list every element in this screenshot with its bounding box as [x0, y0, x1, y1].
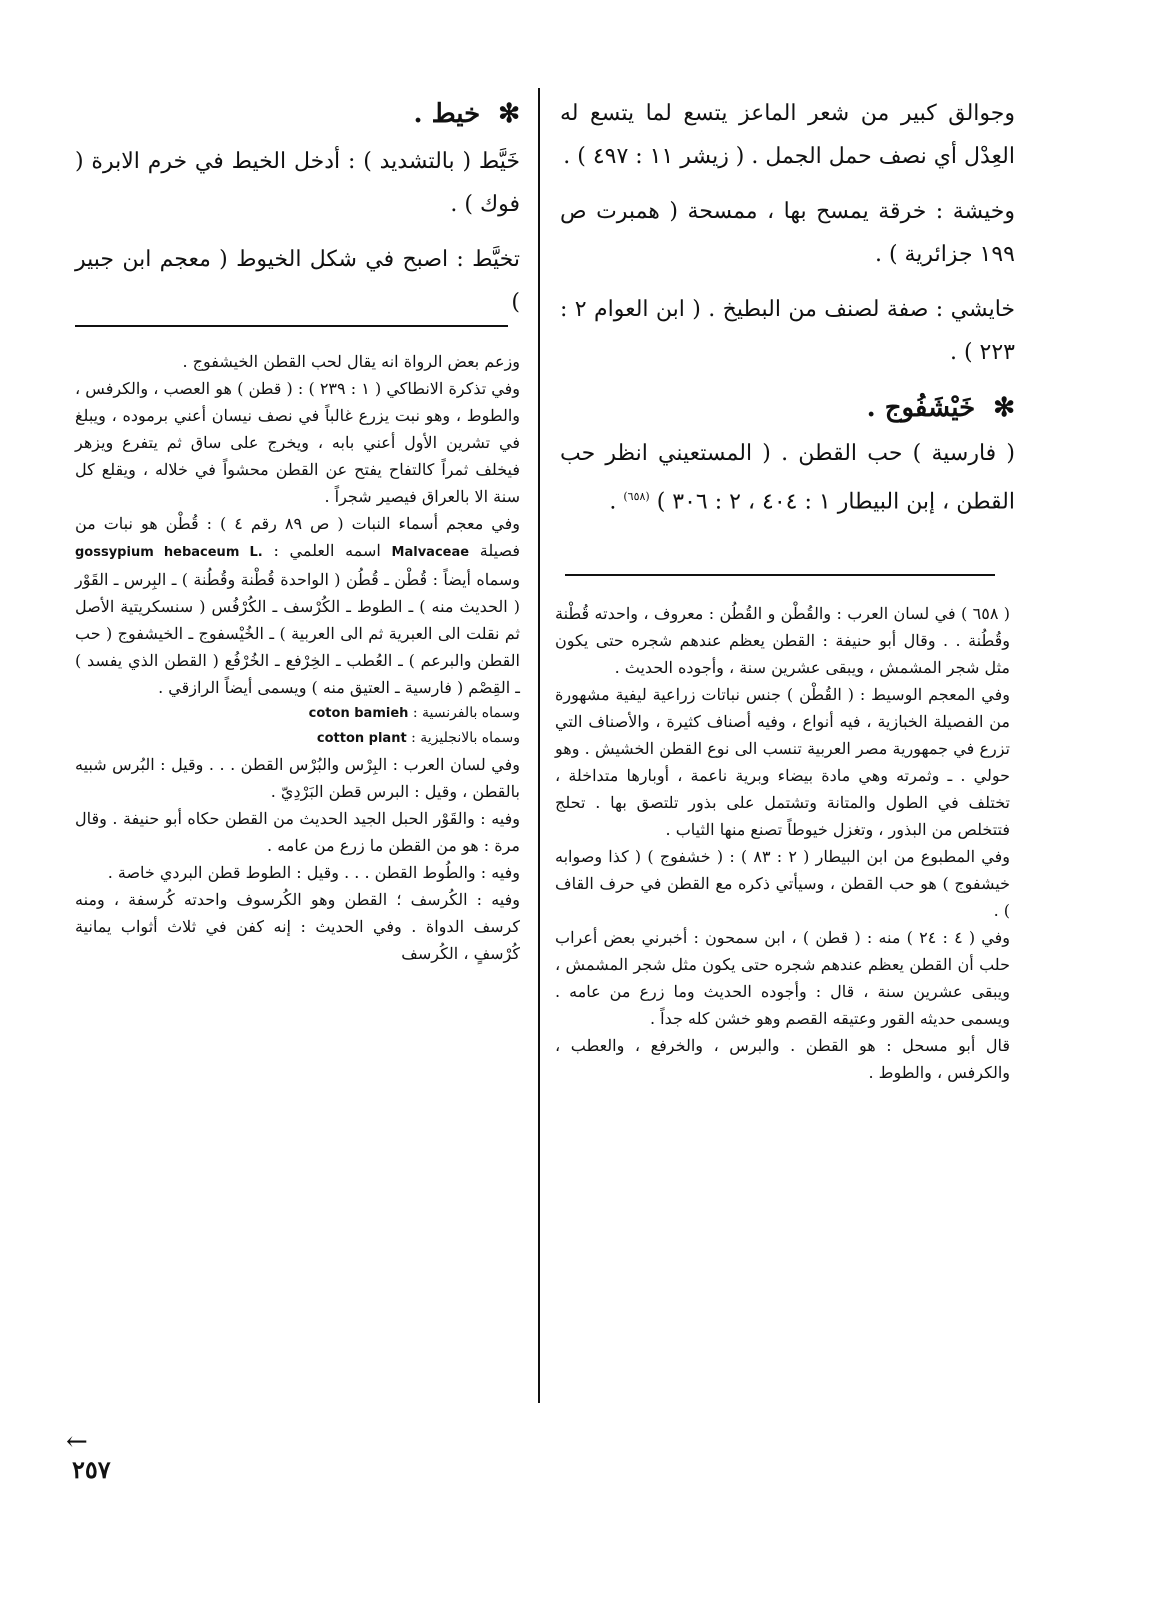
entry-title: خَيْشَفُوج . [866, 393, 976, 423]
right-column [560, 92, 1015, 535]
asma-intro: وفي معجم أسماء النبات ( ص ٨٩ رقم ٤ ) : قُطْن هو نبات من فصيلة [75, 514, 520, 560]
left-lisan-3: وفيه : والطُوط القطن . . . وقيل : الطوط قطن البردي خاصة . [107, 863, 520, 882]
entry-title: خيط . [413, 99, 481, 129]
left-lisan-2: وفيه : والقَوْر الحبل الجيد الحديث من القطن حكاه أبو حنيفة . وقال مرة : هو من القطن ما زرع من عامه . [75, 809, 520, 855]
right-paragraph-1: وجوالق كبير من شعر الماعز يتسع لما يتسع له العِدْل أي نصف حمل الجمل . ( زيشر ١١ : ٤٩٧ ) . [560, 101, 1015, 169]
column-divider [538, 88, 540, 1403]
left-footnote-rule [75, 325, 508, 327]
right-footnotes [555, 600, 1010, 1086]
asma-rest: وسماه أيضاً : قُطْن ـ قُطُن ( الواحدة قُطْنة وقُطُنة ) ـ البِرس ـ القَوْر ( الحديث منه ) ـ الطوط ـ الكُرْسف ـ الكُرْفُس ( سنسكريتية الأصل ثم نقلت الى العبرية ثم الى العربية ) ـ الخُيْسفوج ـ الخيشفوج ( حب القطن والبرعم ) ـ العُطب ـ الخِرْفع ـ الخُرْفُع ( القطن الذي يفسد ) ـ القِصْم ( فارسية ـ العتيق منه ) ويسمى أيضاً الرازقي . [75, 570, 520, 697]
left-footnote-asma [75, 510, 520, 701]
footnote-ref: (٦٥٨) [623, 490, 650, 503]
asma-family-latin: Malvaceae [391, 545, 470, 560]
left-footnote-english [75, 726, 520, 751]
left-footnotes [75, 348, 520, 967]
right-footnote-5: قال أبو مسحل : هو القطن . والبرس ، والخرفع ، والعطب ، والكرفس ، والطوط . [555, 1036, 1010, 1082]
right-footnote-3: وفي المطبوع من ابن البيطار ( ٢ : ٨٣ ) : ( خشفوج ) ( كذا وصوابه خيشفوج ) هو حب القطن ، وسيأتي ذكره مع القطن في حرف القاف ) . [555, 847, 1010, 920]
english-label: وسماه بالانجليزية : [411, 730, 520, 746]
right-footnote-rule [565, 574, 995, 576]
right-footnote-4: وفي ( ٤ : ٢٤ ) منه : ( قطن ) ، ابن سمحون : أخبرني بعض أعراب حلب أن القطن يعظم عندهم شجره حتى يكون مثل شجر المشمش ، ويبقى عشرين سنة ، قال : وأجوده الحديث وما زرع من عامه . ويسمى حديثه القور وعتيقه القصم وهو خشن كله جداً . [555, 928, 1010, 1028]
asma-sci-latin: gossypium hebaceum L. [75, 545, 263, 560]
french-label: وسماه بالفرنسية : [412, 705, 520, 721]
right-paragraph-2: وخيشة : خرقة يمسح بها ، ممسحة ( همبرت ص ١٩٩ جزائرية ) . [560, 199, 1015, 267]
left-footnote-2: وفي تذكرة الانطاكي ( ١ : ٢٣٩ ) : ( قطن ) هو العصب ، والكرفس ، والطوط ، وهو نبت يزرع غالباً في نصف نيسان أعني برموده ، ويبلغ في تشرين الأول أعني بابه ، ويخرج على ساق ثم يتفرع ويزهر فيخلف ثمراً كالتفاح يفتح عن القطن محشواً في خلاله ، ويقلع كل سنة الا بالعراق فيصير شجراً . [75, 379, 521, 506]
entry-body-khayshafuj: ( فارسية ) حب القطن . ( المستعيني انظر حب القطن ، إبن البيطار ١ : ٤٠٤ ، ٢ : ٣٠٦ ) $^{(٦٥٨)}$ . [560, 441, 1015, 515]
entry-heading-khayt [75, 92, 520, 136]
continuation-arrow-icon: ← [66, 1427, 88, 1457]
right-paragraph-3: خايشي : صفة لصنف من البطيخ . ( ابن العوام ٢ : ٢٢٣ ) . [560, 297, 1015, 365]
french-latin: coton bamieh [308, 706, 409, 721]
entry-star-icon: ✻ [498, 99, 520, 129]
left-paragraph-1: خَيَّط ( بالتشديد ) : أدخل الخيط في خرم الابرة ( فوك ) . [75, 149, 520, 217]
english-latin: cotton plant [316, 731, 407, 746]
left-column [75, 92, 520, 336]
entry-heading-khayshafuj [560, 386, 1015, 430]
right-footnote-1: ( ٦٥٨ ) في لسان العرب : والقُطْن و القُطُن : معروف ، واحدته قُطْنة وقُطُنة . . وقال أبو حنيفة : القطن يعظم عندهم شجره حتى يكون مثل شجر المشمش ، ويبقى عشرين سنة ، وأجوده الحديث . [555, 604, 1011, 677]
entry-star-icon: ✻ [993, 393, 1015, 423]
left-paragraph-2: تخيَّط : اصبح في شكل الخيوط ( معجم ابن جبير ) [75, 247, 520, 315]
left-footnote-1: وزعم بعض الرواة انه يقال لحب القطن الخيشفوج . [182, 352, 520, 371]
page-number: ٢٥٧ [72, 1455, 111, 1484]
asma-sci-label: اسمه العلمي : [273, 541, 381, 560]
left-lisan-1: وفي لسان العرب : البِرْس والبُرْس القطن . . . وقيل : البُرس شبيه بالقطن ، وقيل : البرس قطن البَرْدِيّ . [75, 755, 520, 801]
right-footnote-2: وفي المعجم الوسيط : ( القُطْن ) جنس نباتات زراعية ليفية مشهورة من الفصيلة الخبازية ، فيه أنواع ، وفيه أصناف كثيرة ، والأصناف التي تزرع في جمهورية مصر العربية تنسب الى نوع القطن الخشيش . وهو حولي . ـ وثمرته وهي مادة بيضاء وبرية ناعمة ، أوبارها متداخلة ، تختلف في الطول والمتانة وتشتمل على بذور تلتصق بها . تحلج فتتخلص من البذور ، وتغزل خيوطاً تصنع منها الثياب . [555, 685, 1010, 839]
left-footnote-french [75, 701, 520, 726]
left-lisan-4: وفيه : الكُرسف ؛ القطن وهو الكُرسوف واحدته كُرسفة ، ومنه كرسف الدواة . وفي الحديث : إنه كفن في ثلاث أثواب يمانية كُرْسفٍ ، الكُرسف [75, 890, 520, 963]
entry-text: ( فارسية ) حب القطن . ( المستعيني انظر حب القطن ، إبن البيطار ١ : ٤٠٤ ، ٢ : ٣٠٦ ) [560, 441, 1015, 515]
